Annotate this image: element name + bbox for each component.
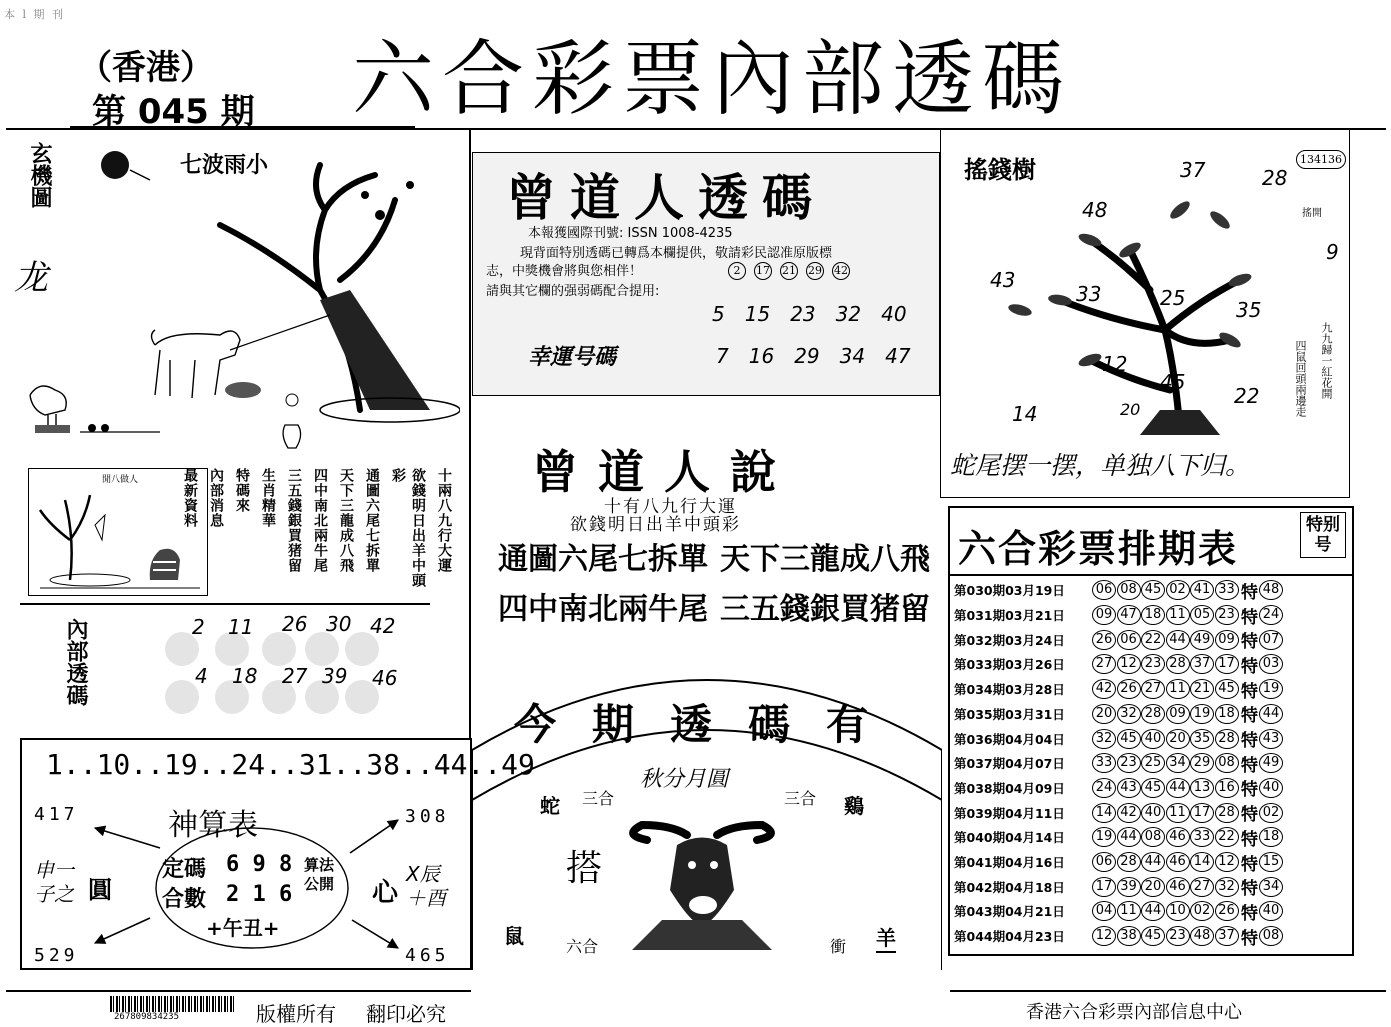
special-ball: 40 bbox=[1259, 901, 1283, 921]
verse-column: 內部消息 bbox=[208, 468, 224, 528]
draw-ball: 46 bbox=[1166, 852, 1190, 872]
shensuan-br: 465 bbox=[405, 945, 450, 966]
tree-num: 22 bbox=[1234, 384, 1260, 408]
verse-column: 最新資料 bbox=[182, 468, 198, 528]
draw-ball: 26 bbox=[1215, 901, 1239, 921]
draw-ball: 26 bbox=[1117, 679, 1141, 699]
lucky-num: 47 bbox=[885, 344, 911, 368]
draw-ball: 45 bbox=[1141, 778, 1165, 798]
draw-date-label: 第043期04月21日 bbox=[954, 904, 1065, 920]
lucky-row2 bbox=[716, 344, 911, 368]
verse-column: 三五錢銀買猪留 bbox=[286, 468, 302, 573]
xuanji-char: 龙 bbox=[14, 258, 48, 298]
jinqi-title bbox=[504, 672, 914, 762]
shensuan-title: 神算表 bbox=[168, 808, 258, 843]
special-ball: 02 bbox=[1259, 803, 1283, 823]
xuanji-illustration bbox=[20, 140, 460, 460]
zengdao-line4: 請與其它欄的强弱碼配合提用: bbox=[486, 284, 660, 299]
draw-table-title: 六合彩票排期表 bbox=[958, 527, 1239, 571]
draw-ball: 09 bbox=[1092, 605, 1116, 625]
jinqi-sheep: 羊 bbox=[876, 922, 896, 953]
draw-ball: 26 bbox=[1092, 630, 1116, 650]
draw-ball: 27 bbox=[1190, 877, 1214, 897]
yaoqian-badge: 134136 bbox=[1296, 150, 1346, 169]
tiger-icon bbox=[150, 549, 180, 580]
draw-ball: 41 bbox=[1190, 580, 1214, 600]
draw-ball: 09 bbox=[1215, 630, 1239, 650]
zengdao-shuo-line2b: 三五錢銀買猪留 bbox=[720, 592, 930, 627]
draw-row bbox=[954, 850, 1338, 875]
neibu-label: 內部透碼 bbox=[63, 618, 88, 706]
draw-ball: 08 bbox=[1141, 827, 1165, 847]
zengdao-line3: 志，中獎機會將與您相伴！ bbox=[486, 264, 643, 279]
special-marker: 特 bbox=[1241, 879, 1258, 900]
draw-ball: 09 bbox=[1166, 704, 1190, 724]
jinqi-sanhe1: 三合 bbox=[582, 789, 615, 808]
dingma-value: 6 9 8 bbox=[226, 852, 293, 877]
draw-ball: 18 bbox=[1141, 605, 1165, 625]
yaoqian-badge-sub: 搖開 bbox=[1302, 208, 1322, 219]
draw-ball: 27 bbox=[1141, 679, 1165, 699]
draw-ball: 19 bbox=[1190, 704, 1214, 724]
lucky-num: 32 bbox=[835, 302, 862, 326]
lucky-num: 29 bbox=[794, 344, 820, 368]
draw-date-label: 第041期04月16日 bbox=[954, 855, 1065, 871]
special-marker: 特 bbox=[1241, 854, 1258, 875]
draw-ball: 33 bbox=[1190, 827, 1214, 847]
draw-ball: 06 bbox=[1092, 580, 1116, 600]
draw-ball: 49 bbox=[1190, 630, 1214, 650]
draw-ball: 32 bbox=[1117, 704, 1141, 724]
draw-ball: 13 bbox=[1190, 778, 1214, 798]
shensuan-left-circle: 圓 bbox=[88, 875, 112, 904]
draw-ball: 39 bbox=[1117, 877, 1141, 897]
lucky-num: 16 bbox=[748, 344, 775, 368]
special-ball: 49 bbox=[1259, 753, 1283, 773]
inset-caption: 閒八做人 bbox=[102, 475, 139, 485]
draw-date-label: 第036期04月04日 bbox=[954, 731, 1065, 747]
zengdao-shuo-title: 曾道人說 bbox=[532, 445, 796, 499]
draw-ball: 37 bbox=[1190, 654, 1214, 674]
draw-ball: 02 bbox=[1190, 901, 1214, 921]
draw-row bbox=[954, 825, 1338, 850]
draw-date-label: 第032期03月24日 bbox=[954, 632, 1065, 648]
draw-ball: 05 bbox=[1190, 605, 1214, 625]
lucky-row1 bbox=[712, 302, 907, 326]
ox-icon bbox=[632, 825, 772, 950]
special-ball: 08 bbox=[1259, 926, 1283, 946]
draw-ball: 21 bbox=[1190, 679, 1214, 699]
special-ball: 34 bbox=[1259, 877, 1283, 897]
draw-ball: 22 bbox=[1215, 827, 1239, 847]
shensuan-right-hand: X辰 ＋酉 bbox=[406, 862, 446, 910]
verse-column: 十兩八九行大運 bbox=[436, 468, 452, 573]
special-marker: 特 bbox=[1241, 903, 1258, 924]
jinqi-liuhe: 六合 bbox=[566, 937, 599, 956]
rooster-icon bbox=[30, 386, 66, 430]
neibu-num: 39 bbox=[322, 664, 348, 688]
draw-date-label: 第038期04月09日 bbox=[954, 780, 1065, 796]
draw-ball: 32 bbox=[1215, 877, 1239, 897]
neibu-num: 42 bbox=[370, 614, 396, 638]
special-marker: 特 bbox=[1241, 582, 1258, 603]
special-marker: 特 bbox=[1241, 805, 1258, 826]
heshu-label: 合數 bbox=[162, 886, 207, 912]
draw-ball: 28 bbox=[1215, 803, 1239, 823]
verse-columns bbox=[182, 468, 454, 596]
draw-ball: 28 bbox=[1166, 654, 1190, 674]
yaoqian-title: 搖錢樹 bbox=[964, 156, 1036, 184]
special-ball: 18 bbox=[1259, 827, 1283, 847]
tree-num: 37 bbox=[1180, 158, 1206, 182]
draw-ball: 40 bbox=[1141, 729, 1165, 749]
zengdao-shuo-line2a: 四中南北兩牛尾 bbox=[498, 592, 708, 627]
tree-num: 14 bbox=[1012, 402, 1038, 426]
shensuan-tl: 417 bbox=[34, 804, 79, 825]
draw-ball: 10 bbox=[1166, 901, 1190, 921]
draw-ball: 12 bbox=[1117, 654, 1141, 674]
draw-ball: 14 bbox=[1092, 803, 1116, 823]
lucky-label: 幸運号碼 bbox=[528, 344, 617, 370]
divider bbox=[20, 603, 430, 605]
draw-ball: 22 bbox=[1141, 630, 1165, 650]
tree-num: 48 bbox=[1082, 198, 1108, 222]
draw-ball: 16 bbox=[1215, 778, 1239, 798]
special-marker: 特 bbox=[1241, 656, 1258, 677]
neibu-num: 27 bbox=[282, 664, 308, 688]
zengdao-line1: 本報獲國際刊號: ISSN 1008-4235 bbox=[528, 226, 733, 241]
draw-ball: 11 bbox=[1166, 803, 1190, 823]
draw-date-label: 第030期03月19日 bbox=[954, 583, 1065, 599]
special-marker: 特 bbox=[1241, 755, 1258, 776]
verse-column: 特碼來 bbox=[234, 468, 250, 513]
draw-row bbox=[954, 751, 1338, 776]
money-tree-illustration bbox=[990, 190, 1310, 440]
dingma-label: 定碼 bbox=[162, 856, 207, 882]
special-ball: 19 bbox=[1259, 679, 1283, 699]
draw-row bbox=[954, 800, 1338, 825]
lucky-num: 7 bbox=[716, 344, 729, 368]
corner-text: 本 l 期 刊 bbox=[4, 8, 66, 21]
draw-ball: 33 bbox=[1092, 753, 1116, 773]
jinqi-title-text: 今期透碼有 bbox=[513, 700, 904, 749]
zengdao-shuo-sub1: 十有八九行大運 bbox=[604, 497, 737, 517]
tree-num: 33 bbox=[1076, 282, 1102, 306]
special-ball: 03 bbox=[1259, 654, 1283, 674]
tree-num: 43 bbox=[990, 268, 1016, 292]
draw-ball: 20 bbox=[1166, 729, 1190, 749]
verse-column: 通圖六尾七拆單 bbox=[364, 468, 380, 573]
draw-date-label: 第037期04月07日 bbox=[954, 756, 1065, 772]
verse-column: 生肖精華 bbox=[260, 468, 276, 528]
special-ball: 43 bbox=[1259, 729, 1283, 749]
header-region: （香港） bbox=[78, 48, 214, 88]
draw-ball: 46 bbox=[1166, 877, 1190, 897]
verse-column: 欲錢明日出羊中頭彩 bbox=[390, 468, 426, 588]
neibu-num: 46 bbox=[372, 666, 398, 690]
draw-ball: 23 bbox=[1166, 926, 1190, 946]
draw-ball: 17 bbox=[1092, 877, 1116, 897]
draw-ball: 11 bbox=[1166, 605, 1190, 625]
neibu-num: 11 bbox=[228, 615, 254, 639]
xuanji-poem: 七波雨小 bbox=[180, 153, 269, 178]
draw-ball: 23 bbox=[1141, 654, 1165, 674]
verse-column: 天下三龍成八飛 bbox=[338, 468, 354, 573]
jinqi-snake: 蛇 bbox=[540, 794, 560, 818]
draw-ball: 28 bbox=[1141, 704, 1165, 724]
draw-row bbox=[954, 627, 1338, 652]
draw-date-label: 第034期03月28日 bbox=[954, 682, 1065, 698]
special-ball: 15 bbox=[1259, 852, 1283, 872]
draw-ball: 48 bbox=[1190, 926, 1214, 946]
draw-table-header-rule bbox=[948, 574, 1354, 576]
draw-ball: 42 bbox=[1117, 803, 1141, 823]
shensuan-bl: 529 bbox=[34, 945, 79, 966]
yaoqian-phrase: 蛇尾摆一摆，单独八下归。 bbox=[950, 451, 1251, 480]
yaoqian-side-a: 九九歸一紅花開 bbox=[1320, 322, 1333, 399]
draw-ball: 28 bbox=[1117, 852, 1141, 872]
circled-num: 42 bbox=[832, 262, 850, 280]
yaoqian-side-b: 四鼠回頭兩邊走 bbox=[1294, 340, 1307, 417]
draw-ball: 28 bbox=[1215, 729, 1239, 749]
draw-ball: 42 bbox=[1092, 679, 1116, 699]
draw-ball: 33 bbox=[1215, 580, 1239, 600]
zodiac-label: +午丑+ bbox=[206, 916, 280, 940]
footer-copyright: 版權所有 bbox=[256, 1002, 336, 1026]
jinqi-rat: 鼠 bbox=[504, 924, 524, 948]
tree-num: 25 bbox=[1160, 286, 1186, 310]
draw-row bbox=[954, 776, 1338, 801]
draw-date-label: 第035期03月31日 bbox=[954, 706, 1065, 722]
draw-ball: 08 bbox=[1215, 753, 1239, 773]
xuanji-title: 玄機圖 bbox=[27, 142, 52, 208]
tree-num: 45 bbox=[1160, 370, 1186, 394]
verse-column: 四中南北兩牛尾 bbox=[312, 468, 328, 573]
draw-ball: 20 bbox=[1092, 704, 1116, 724]
header-issue: 第 045 期 bbox=[92, 92, 255, 132]
draw-ball: 44 bbox=[1141, 901, 1165, 921]
draw-date-label: 第033期03月26日 bbox=[954, 657, 1065, 673]
draw-ball: 17 bbox=[1215, 654, 1239, 674]
special-marker: 特 bbox=[1241, 632, 1258, 653]
draw-date-label: 第042期04月18日 bbox=[954, 879, 1065, 895]
draw-ball: 27 bbox=[1092, 654, 1116, 674]
special-marker: 特 bbox=[1241, 928, 1258, 949]
footer-center: 香港六合彩票內部信息中心 bbox=[1026, 1002, 1242, 1023]
neibu-num: 2 bbox=[192, 615, 205, 639]
circled-num: 21 bbox=[780, 262, 798, 280]
draw-row bbox=[954, 677, 1338, 702]
lucky-num: 5 bbox=[712, 302, 725, 326]
draw-ball: 12 bbox=[1215, 852, 1239, 872]
special-marker: 特 bbox=[1241, 607, 1258, 628]
special-ball: 48 bbox=[1259, 580, 1283, 600]
lucky-num: 40 bbox=[881, 302, 907, 326]
special-ball: 24 bbox=[1259, 605, 1283, 625]
draw-ball: 25 bbox=[1141, 753, 1165, 773]
neibu-num: 30 bbox=[326, 612, 352, 636]
draw-ball: 45 bbox=[1215, 679, 1239, 699]
draw-row bbox=[954, 899, 1338, 924]
special-ball: 40 bbox=[1259, 778, 1283, 798]
lucky-circled-row bbox=[728, 262, 850, 280]
special-marker: 特 bbox=[1241, 780, 1258, 801]
neibu-num: 4 bbox=[195, 664, 208, 688]
tree-num: 20 bbox=[1120, 400, 1141, 419]
tree-num: 9 bbox=[1326, 240, 1339, 264]
jinqi-rooster: 鷄 bbox=[844, 794, 864, 818]
draw-date-label: 第039期04月11日 bbox=[954, 805, 1065, 821]
draw-ball: 38 bbox=[1117, 926, 1141, 946]
shensuan-tr: 308 bbox=[405, 806, 450, 827]
footer-rule-left bbox=[6, 990, 471, 992]
draw-row bbox=[954, 603, 1338, 628]
draw-ball: 46 bbox=[1166, 827, 1190, 847]
draw-date-label: 第040期04月14日 bbox=[954, 830, 1065, 846]
jinqi-center: 秋分月圓 bbox=[640, 767, 729, 792]
draw-ball: 08 bbox=[1117, 580, 1141, 600]
special-marker: 特 bbox=[1241, 731, 1258, 752]
zengdao-tou-title: 曾道人透碼 bbox=[506, 168, 826, 227]
heshu-value: 2 1 6 bbox=[226, 882, 293, 907]
draw-ball: 37 bbox=[1215, 926, 1239, 946]
shensuan-numbers: 1..10..19..24..31..38..44..49 bbox=[46, 748, 535, 781]
special-label: 特别号 bbox=[1300, 512, 1346, 558]
draw-ball: 35 bbox=[1190, 729, 1214, 749]
draw-ball: 44 bbox=[1117, 827, 1141, 847]
footer-rule-right bbox=[950, 990, 1386, 992]
method-label: 算法公開 bbox=[304, 856, 335, 893]
sun-icon bbox=[101, 151, 129, 179]
draw-ball: 23 bbox=[1215, 605, 1239, 625]
lucky-num: 15 bbox=[744, 302, 771, 326]
draw-ball: 44 bbox=[1166, 778, 1190, 798]
circled-num: 29 bbox=[806, 262, 824, 280]
tree-num: 12 bbox=[1102, 352, 1128, 376]
special-marker: 特 bbox=[1241, 681, 1258, 702]
vase-icon bbox=[283, 425, 300, 448]
barcode bbox=[110, 996, 236, 1012]
draw-ball: 29 bbox=[1190, 753, 1214, 773]
jinqi-da: 搭 bbox=[566, 848, 603, 889]
draw-ball: 02 bbox=[1166, 580, 1190, 600]
draw-ball: 47 bbox=[1117, 605, 1141, 625]
draw-ball: 45 bbox=[1117, 729, 1141, 749]
draw-ball: 45 bbox=[1141, 926, 1165, 946]
draw-ball: 06 bbox=[1117, 630, 1141, 650]
zengdao-shuo-sub2: 欲錢明日出羊中頭彩 bbox=[570, 515, 741, 535]
shensuan-left-hand: 申一 子之 bbox=[34, 858, 74, 906]
draw-ball: 40 bbox=[1141, 803, 1165, 823]
tree-num: 35 bbox=[1236, 298, 1262, 322]
special-ball: 44 bbox=[1259, 704, 1283, 724]
circled-num: 17 bbox=[754, 262, 772, 280]
draw-ball: 23 bbox=[1117, 753, 1141, 773]
draw-ball: 18 bbox=[1215, 704, 1239, 724]
draw-ball: 06 bbox=[1092, 852, 1116, 872]
draw-ball: 04 bbox=[1092, 901, 1116, 921]
special-ball: 07 bbox=[1259, 630, 1283, 650]
neibu-num: 18 bbox=[232, 664, 258, 688]
draw-ball: 20 bbox=[1141, 877, 1165, 897]
draw-row bbox=[954, 578, 1338, 603]
neibu-num: 26 bbox=[282, 612, 308, 636]
draw-row bbox=[954, 652, 1338, 677]
zengdao-shuo-line1a: 通圖六尾七拆單 bbox=[498, 542, 708, 577]
special-marker: 特 bbox=[1241, 829, 1258, 850]
tree-num: 28 bbox=[1262, 166, 1288, 190]
draw-ball: 45 bbox=[1141, 580, 1165, 600]
jinqi-chong: 衝 bbox=[830, 937, 847, 956]
circled-num: 2 bbox=[728, 262, 746, 280]
draw-ball: 24 bbox=[1092, 778, 1116, 798]
footer-nocopy: 翻印必究 bbox=[366, 1002, 446, 1026]
draw-ball: 17 bbox=[1190, 803, 1214, 823]
draw-row bbox=[954, 874, 1338, 899]
draw-ball: 11 bbox=[1166, 679, 1190, 699]
lucky-num: 34 bbox=[839, 344, 866, 368]
barcode-number: 267809834235 bbox=[114, 1012, 180, 1022]
draw-row bbox=[954, 924, 1338, 949]
draw-ball: 34 bbox=[1166, 753, 1190, 773]
page-title: 六合彩票內部透碼 bbox=[352, 32, 1073, 127]
draw-ball: 32 bbox=[1092, 729, 1116, 749]
draw-ball: 12 bbox=[1092, 926, 1116, 946]
draw-ball: 43 bbox=[1117, 778, 1141, 798]
draw-date-label: 第044期04月23日 bbox=[954, 929, 1065, 945]
special-marker: 特 bbox=[1241, 706, 1258, 727]
draw-ball: 44 bbox=[1166, 630, 1190, 650]
draw-row bbox=[954, 726, 1338, 751]
draw-row bbox=[954, 702, 1338, 727]
zengdao-shuo-line1b: 天下三龍成八飛 bbox=[720, 542, 930, 577]
draw-ball: 19 bbox=[1092, 827, 1116, 847]
draw-date-label: 第031期03月21日 bbox=[954, 608, 1065, 624]
draw-ball: 44 bbox=[1141, 852, 1165, 872]
draw-ball: 11 bbox=[1117, 901, 1141, 921]
shensuan-heart: 心 bbox=[372, 878, 399, 908]
draw-ball: 14 bbox=[1190, 852, 1214, 872]
zengdao-line2: 現背面特別透碼已轉爲本欄提供，敬請彩民認准原版標 bbox=[520, 246, 833, 261]
jinqi-sanhe2: 三合 bbox=[784, 789, 817, 808]
lucky-num: 23 bbox=[790, 302, 816, 326]
